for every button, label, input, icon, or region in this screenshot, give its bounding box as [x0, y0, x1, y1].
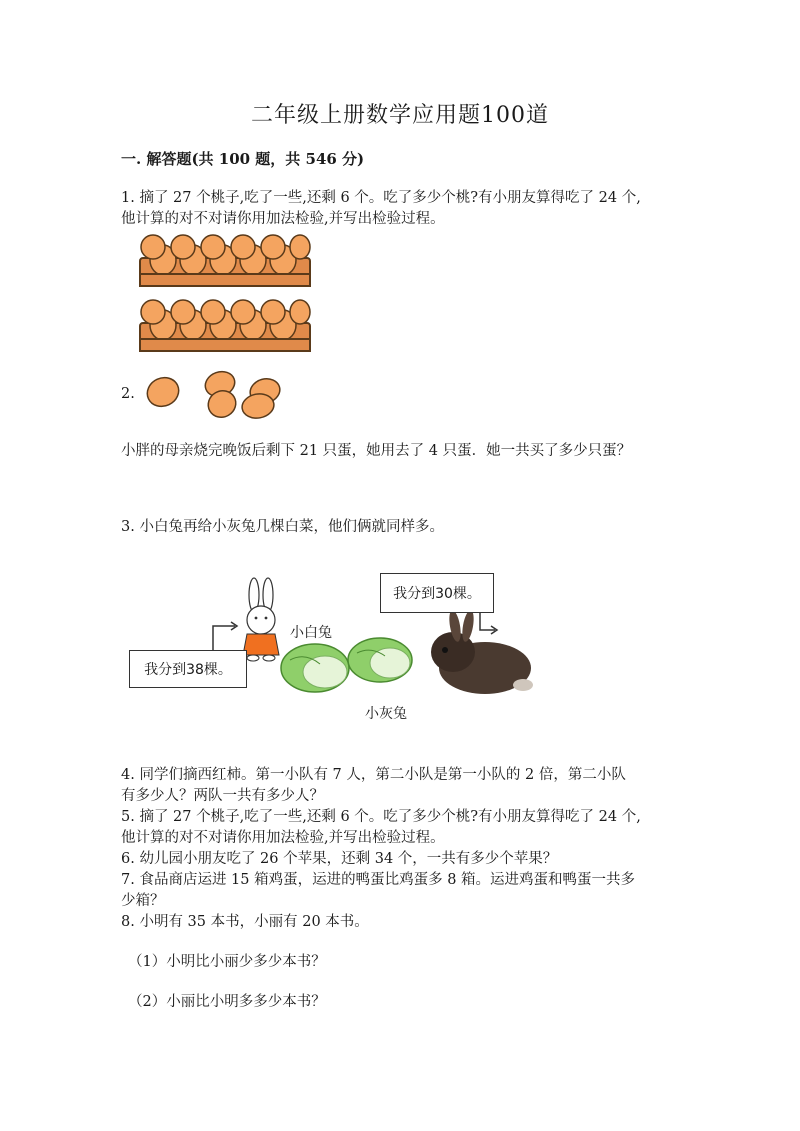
gray-rabbit-speech-box: 我分到30棵。 — [380, 573, 494, 613]
cabbage-right — [348, 638, 412, 682]
question-1-line-2: 他计算的对不对请你用加法检验,并写出检验过程。 — [121, 211, 445, 227]
cabbage-left — [281, 644, 349, 692]
question-8-sub-2: （2）小丽比小明多多少本书？ — [128, 994, 326, 1010]
question-7-line-1: 7. 食品商店运进 15 箱鸡蛋，运进的鸭蛋比鸡蛋多 8 箱。运进鸡蛋和鸭蛋一共多 — [121, 872, 636, 888]
question-6-text: 6. 幼儿园小朋友吃了 26 个苹果，还剩 34 个，一共有多少个苹果？ — [121, 851, 558, 867]
question-8-text: 8. 小明有 35 本书，小丽有 20 本书。 — [121, 914, 369, 930]
question-5-line-1: 5. 摘了 27 个桃子,吃了一些,还剩 6 个。吃了多少个桃?有小朋友算得吃了 24 个, — [121, 809, 641, 825]
white-bunny-label: 小白兔 — [290, 625, 332, 641]
gray-rabbit-label: 小灰兔 — [365, 706, 407, 722]
white-bunny-speech-box: 我分到38棵。 — [129, 650, 247, 688]
egg-tray-bottom — [140, 300, 310, 351]
question-4-line-2: 有多少人？两队一共有多少人？ — [121, 788, 324, 804]
question-1 — [121, 188, 641, 230]
egg-tray-top — [140, 235, 310, 286]
questions-4-to-8 — [121, 765, 641, 933]
question-2-text: 小胖的母亲烧完晚饭后剩下 21 只蛋，她用去了 4 只蛋．她一共买了多少只蛋？ — [121, 443, 632, 459]
section-heading: 一. 解答题(共 100 题，共 546 分) — [121, 150, 365, 168]
question-4-line-1: 4. 同学们摘西红柿。第一小队有 7 人，第二小队是第一小队的 2 倍，第二小队 — [121, 767, 626, 783]
white-bunny — [243, 578, 279, 661]
gray-rabbit — [431, 609, 533, 694]
question-8-sub-1: （1）小明比小丽少多少本书？ — [128, 954, 326, 970]
question-2-number: 2. — [121, 386, 135, 402]
egg-trays-illustration — [135, 230, 315, 355]
page-title: 二年级上册数学应用题100道 — [251, 103, 549, 128]
question-7-line-2: 少箱？ — [121, 893, 165, 909]
loose-eggs-illustration — [140, 366, 305, 422]
question-1-line-1: 1. 摘了 27 个桃子,吃了一些,还剩 6 个。吃了多少个桃?有小朋友算得吃了 24 个, — [121, 190, 641, 206]
question-3-text: 3. 小白兔再给小灰兔几棵白菜，他们俩就同样多。 — [121, 519, 444, 535]
question-5-line-2: 他计算的对不对请你用加法检验,并写出检验过程。 — [121, 830, 445, 846]
